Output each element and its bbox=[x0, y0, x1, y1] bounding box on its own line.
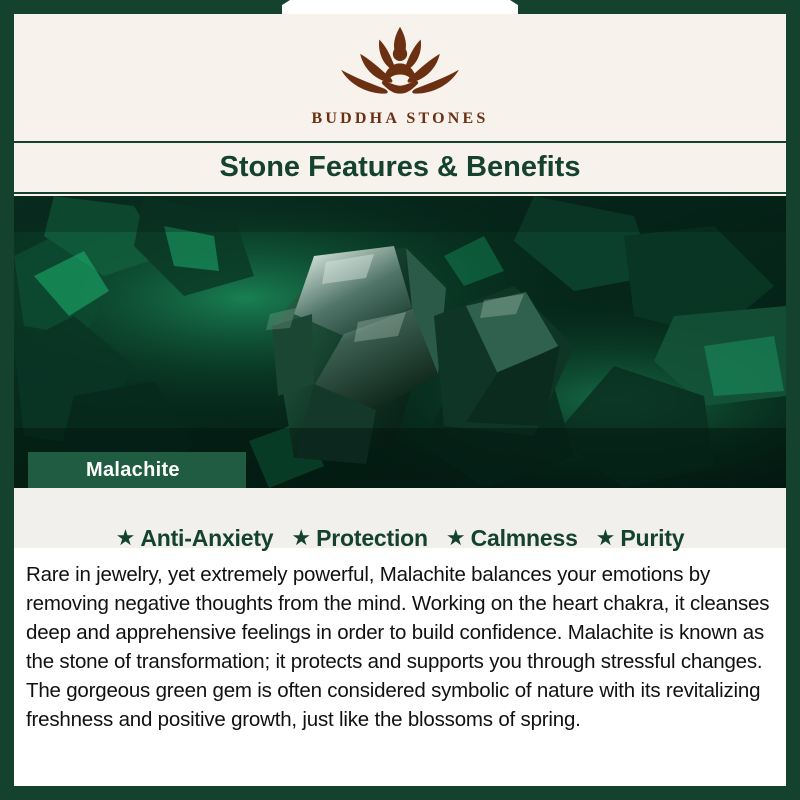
star-icon: ★ bbox=[595, 525, 616, 550]
hero-image bbox=[14, 196, 786, 488]
benefit-label: Purity bbox=[620, 524, 685, 551]
benefit-label: Calmness bbox=[470, 524, 578, 551]
benefit-item bbox=[285, 525, 433, 552]
lotus-buddha-icon bbox=[320, 22, 480, 108]
stone-description: Rare in jewelry, yet extremely powerful, Malachite balances your emotions by removing negative thoughts from the mind. Working on the heart chakra, it cleanses deep and apprehensive feelings in order to build confidence. Malachite is known as the stone of transformation; it protects and supports you through stressful changes. The gorgeous green gem is often considered symbolic of nature with its revitalizing freshness and positive growth, just like the blossoms of spring. bbox=[26, 563, 770, 731]
star-icon: ★ bbox=[445, 525, 466, 550]
frame-top-right bbox=[518, 0, 800, 14]
star-icon: ★ bbox=[115, 525, 136, 550]
stone-name-badge bbox=[28, 452, 246, 488]
page-title-bar bbox=[14, 141, 786, 194]
frame-notch-left bbox=[268, 0, 290, 14]
benefit-item bbox=[440, 525, 584, 552]
brand-wordmark: BUDDHA STONES bbox=[311, 110, 489, 127]
frame-top-left bbox=[0, 0, 282, 14]
malachite-photo bbox=[14, 196, 786, 488]
benefit-item bbox=[110, 525, 280, 552]
star-icon: ★ bbox=[291, 525, 312, 550]
frame-bottom bbox=[0, 786, 800, 800]
benefit-label: Anti-Anxiety bbox=[140, 524, 274, 551]
benefits-list bbox=[14, 516, 786, 560]
benefit-item bbox=[590, 525, 691, 552]
frame-notch-right bbox=[510, 0, 532, 14]
brand-logo bbox=[0, 22, 800, 128]
benefit-label: Protection bbox=[316, 524, 428, 551]
stone-name: Malachite bbox=[86, 458, 180, 481]
page-title: Stone Features & Benefits bbox=[219, 151, 581, 183]
